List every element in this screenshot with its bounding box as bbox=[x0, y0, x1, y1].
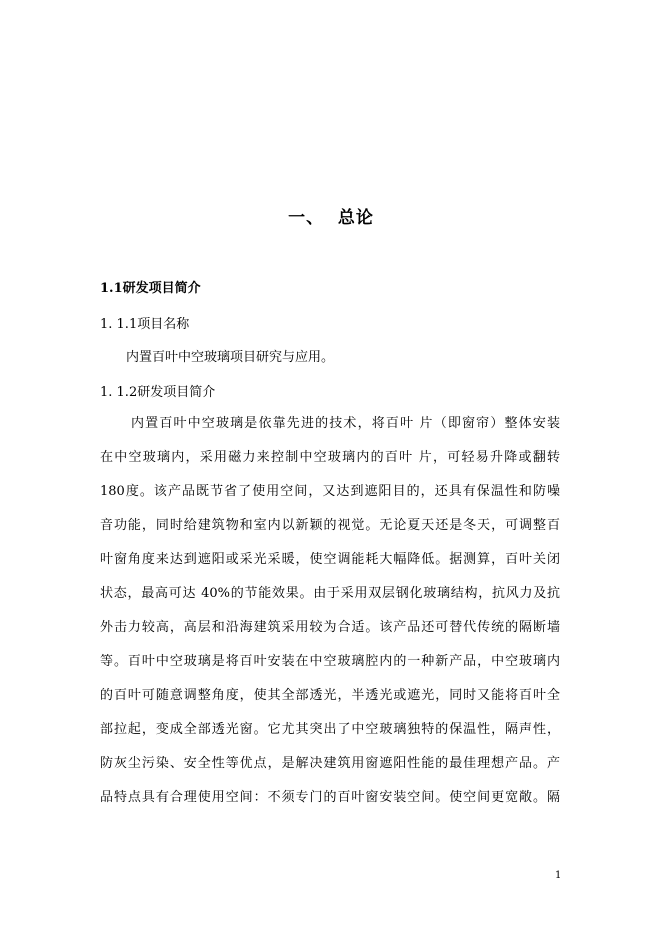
body-line: 品特点具有合理使用空间：不须专门的百叶窗安装空间。使空间更宽敞。隔 bbox=[100, 790, 560, 805]
body-line: 部拉起，变成全部透光窗。它尤其突出了中空玻璃独特的保温性，隔声性， bbox=[100, 722, 560, 737]
body-line: 的百叶可随意调整角度，使其全部透光，半透光或遮光，同时又能将百叶全 bbox=[100, 688, 560, 703]
body-line: 等。百叶中空玻璃是将百叶安装在中空玻璃腔内的一种新产品，中空玻璃内 bbox=[100, 654, 560, 669]
body-line: 在中空玻璃内，采用磁力来控制中空玻璃内的百叶 片，可轻易升降或翻转 bbox=[100, 450, 560, 465]
project-name-text: 内置百叶中空玻璃项目研究与应用。 bbox=[126, 350, 335, 365]
body-paragraph bbox=[100, 414, 560, 822]
subsection-heading-project-name: 1. 1.1项目名称 bbox=[100, 317, 190, 332]
section-heading: 1.1研发项目简介 bbox=[100, 281, 201, 296]
chapter-title: 一、 总论 bbox=[288, 208, 374, 228]
body-line: 状态，最高可达 40%的节能效果。由于采用双层钢化玻璃结构，抗风力及抗 bbox=[100, 586, 560, 601]
body-line: 音功能，同时给建筑物和室内以新颖的视觉。无论夏天还是冬天，可调整百 bbox=[100, 518, 560, 533]
body-line: 叶窗角度来达到遮阳或采光采暖，使空调能耗大幅降低。据测算，百叶关闭 bbox=[100, 552, 560, 567]
body-line: 防灰尘污染、安全性等优点，是解决建筑用窗遮阳性能的最佳理想产品。产 bbox=[100, 756, 560, 771]
body-line: 外击力较高，高层和沿海建筑采用较为合适。该产品还可替代传统的隔断墙 bbox=[100, 620, 560, 635]
body-line: 180度。该产品既节省了使用空间，又达到遮阳目的，还具有保温性和防噪 bbox=[100, 484, 560, 499]
subsection-heading-project-intro: 1. 1.2研发项目简介 bbox=[100, 385, 216, 400]
page-number: 1 bbox=[555, 870, 562, 881]
body-line: 内置百叶中空玻璃是依靠先进的技术，将百叶 片（即窗帘）整体安装 bbox=[131, 416, 560, 431]
